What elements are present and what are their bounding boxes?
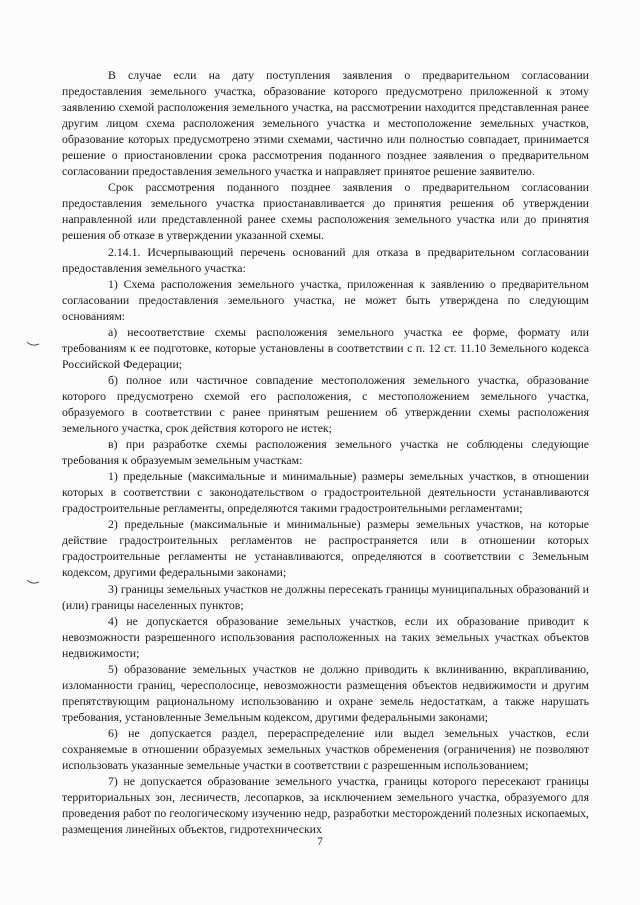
paragraph-requirement-7: 7) не допускается образование земельного участка, границы которого пересекают границы территориальных зон, лесничеств, лесопарков, за исключением земельного участка, образуемого для проведения работ по геологическому изучению недр, разработки месторождений полезных ископаемых, размещения линейных объектов, гидротехнических	[62, 774, 589, 837]
paragraph-requirement-4: 4) не допускается образование земельных участков, если их образование приводит к невозможности разрешенного использования расположенных на таких земельных участках объектов недвижимости;	[62, 613, 589, 660]
paragraph-section-2-14-1: 2.14.1. Исчерпывающий перечень оснований для отказа в предварительном согласовании предоставления земельного участка:	[62, 244, 589, 275]
paragraph-requirement-6: 6) не допускается раздел, перераспределение или выдел земельных участков, если сохраняемые в отношении образуемых земельных участков обременения (ограничения) не позволяют использовать указанные земельные участки в соответствии с разрешенным использованием;	[62, 725, 589, 773]
paragraph-item-1: 1) Схема расположения земельного участка, приложенная к заявлению о предварительном согласовании предоставления земельного участка, не может быть утверждена по следующим основаниям:	[62, 276, 589, 323]
paragraph-requirement-3: 3) границы земельных участков не должны пересекать границы муниципальных образований и (или) границы населенных пунктов;	[62, 581, 589, 612]
paragraph-suspension-term: Срок рассмотрения поданного позднее заявления о предварительном согласовании предоставления земельного участка приостанавливается до принятия решения об утверждении направленной или представленной ранее схемы расположения земельного участка или до принятия решения об отказе в утверждении указанной схемы.	[62, 180, 589, 243]
paragraph-requirement-5: 5) образование земельных участков не должно приводить к вклиниванию, вкрапливанию, изломанности границ, чересполосице, невозможности размещения объектов недвижимости и другим препятствующим рациональному использованию и охране земель недостаткам, а также нарушать требования, установленные Земельным кодексом, другими федеральными законами;	[62, 661, 589, 724]
paragraph-item-a: а) несоответствие схемы расположения земельного участка ее форме, формату или требованиям к ее подготовке, которые установлены в соответствии с п. 12 ст. 11.10 Земельного кодекса Российской Федерации;	[62, 324, 589, 371]
paragraph-requirement-1: 1) предельные (максимальные и минимальные) размеры земельных участков, в отношении которых в соответствии с законодательством о градостроительной деятельности устанавливаются градостроительные регламенты, определяются такими градостроительными регламентами;	[62, 469, 589, 516]
paragraph-suspension-case: В случае если на дату поступления заявления о предварительном согласовании предоставления земельного участка, образование которого предусмотрено приложенной к этому заявлению схемой расположения земельного участка, на рассмотрении находится представленная ранее другим лицом схема расположения земельного участка и местоположение земельных участков, образование которых предусмотрено этими схемами, частично или полностью совпадает, принимается решение о приостановлении срока рассмотрения поданного позднее заявления о предварительном согласовании предоставления земельного участка и направляет принятое решение заявителю.	[62, 68, 589, 179]
paragraph-requirement-2: 2) предельные (максимальные и минимальные) размеры земельных участков, на которые действие градостроительных регламентов не распространяется или в отношении которых градостроительные регламенты не устанавливаются, определяются в соответствии с Земельным кодексом, другими федеральными законами;	[62, 517, 589, 580]
paragraph-item-b: б) полное или частичное совпадение местоположения земельного участка, образование которого предусмотрено схемой его расположения, с местоположением земельного участка, образуемого в соответствии с ранее принятым решением об утверждении схемы расположения земельного участка, срок действия которого не истек;	[62, 372, 589, 436]
paragraph-item-v: в) при разработке схемы расположения земельного участка не соблюдены следующие требования к образуемым земельным участкам:	[62, 437, 589, 468]
margin-tick-mark	[26, 340, 40, 348]
page-number: 7	[317, 836, 323, 848]
margin-tick-mark	[26, 578, 40, 586]
document-body	[62, 67, 589, 837]
